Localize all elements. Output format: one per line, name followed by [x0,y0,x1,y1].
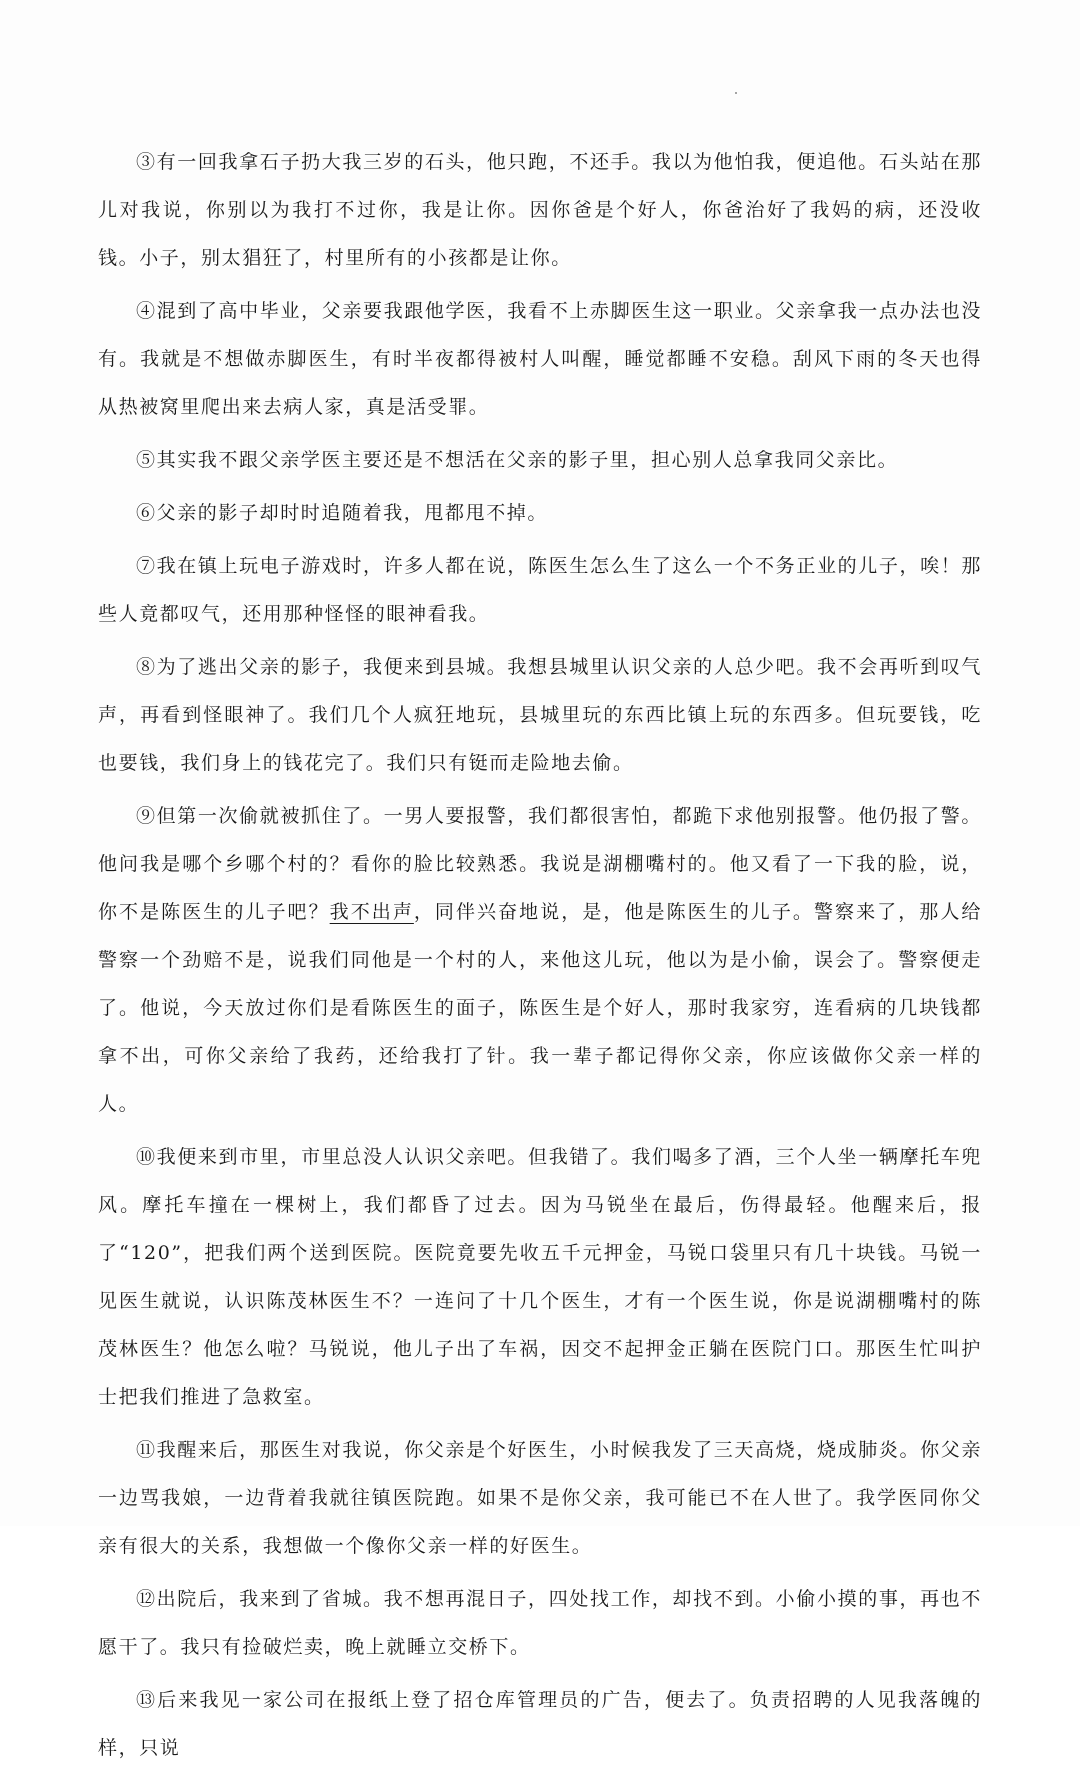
paragraph-3: ③有一回我拿石子扔大我三岁的石头，他只跑，不还手。我以为他怕我，便追他。石头站在那儿对我说，你别以为我打不过你，我是让你。因你爸是个好人，你爸治好了我妈的病，还没收钱。小子，别太猖狂了，村里所有的小孩都是让你。 [98,151,982,269]
paragraph-9-before: ⑨但第一次偷就被抓住了。一男人要报警，我们都很害怕，都跪下求他别报警。他仍报了警。他问我是哪个乡哪个村的？看你的脸比较熟悉。我说是湖棚嘴村的。他又看了一下我的脸，说，你不是陈医生的儿子吧？ [98,805,982,923]
paragraph-11: ⑪我醒来后，那医生对我说，你父亲是个好医生，小时候我发了三天高烧，烧成肺炎。你父亲一边骂我娘，一边背着我就往镇医院跑。如果不是你父亲，我可能已不在人世了。我学医同你父亲有很大的关系，我想做一个像你父亲一样的好医生。 [98,1439,982,1557]
paragraph-12: ⑫出院后，我来到了省城。我不想再混日子，四处找工作，却找不到。小偷小摸的事，再也不愿干了。我只有捡破烂卖，晚上就睡立交桥下。 [98,1588,982,1658]
scan-speck [735,92,737,94]
paragraph-6: ⑥父亲的影子却时时追随着我，甩都甩不掉。 [136,502,549,524]
paragraph-8: ⑧为了逃出父亲的影子，我便来到县城。我想县城里认识父亲的人总少吧。我不会再听到叹气声，再看到怪眼神了。我们几个人疯狂地玩，县城里玩的东西比镇上玩的东西多。但玩要钱，吃也要钱，我们身上的钱花完了。我们只有铤而走险地去偷。 [98,656,982,774]
paragraph-4: ④混到了高中毕业，父亲要我跟他学医，我看不上赤脚医生这一职业。父亲拿我一点办法也没有。我就是不想做赤脚医生，有时半夜都得被村人叫醒，睡觉都睡不安稳。刮风下雨的冬天也得从热被窝里爬出来去病人家，真是活受罪。 [98,300,982,418]
paragraph-7: ⑦我在镇上玩电子游戏时，许多人都在说，陈医生怎么生了这么一个不务正业的儿子，唉！那些人竟都叹气，还用那种怪怪的眼神看我。 [98,555,982,625]
paragraph-9 [98,792,982,1128]
paragraph-5: ⑤其实我不跟父亲学医主要还是不想活在父亲的影子里，担心别人总拿我同父亲比。 [136,449,899,471]
underlined-phrase: 我不出声 [329,901,414,923]
paragraph-13: ⑬后来我见一家公司在报纸上登了招仓库管理员的广告，便去了。负责招聘的人见我落魄的样，只说 [98,1689,982,1759]
article-body [98,138,982,1777]
paragraph-10: ⑩我便来到市里，市里总没人认识父亲吧。但我错了。我们喝多了酒，三个人坐一辆摩托车兜风。摩托车撞在一棵树上，我们都昏了过去。因为马锐坐在最后，伤得最轻。他醒来后，报了“120”，把我们两个送到医院。医院竟要先收五千元押金，马锐口袋里只有几十块钱。马锐一见医生就说，认识陈茂林医生不？一连问了十几个医生，才有一个医生说，你是说湖棚嘴村的陈茂林医生？他怎么啦？马锐说，他儿子出了车祸，因交不起押金正躺在医院门口。那医生忙叫护士把我们推进了急救室。 [98,1146,982,1408]
paragraph-9-after: ，同伴兴奋地说，是，他是陈医生的儿子。警察来了，那人给警察一个劲赔不是，说我们同他是一个村的人，来他这儿玩，他以为是小偷，误会了。警察便走了。他说，今天放过你们是看陈医生的面子，陈医生是个好人，那时我家穷，连看病的几块钱都拿不出，可你父亲给了我药，还给我打了针。我一辈子都记得你父亲，你应该做你父亲一样的人。 [98,901,982,1115]
